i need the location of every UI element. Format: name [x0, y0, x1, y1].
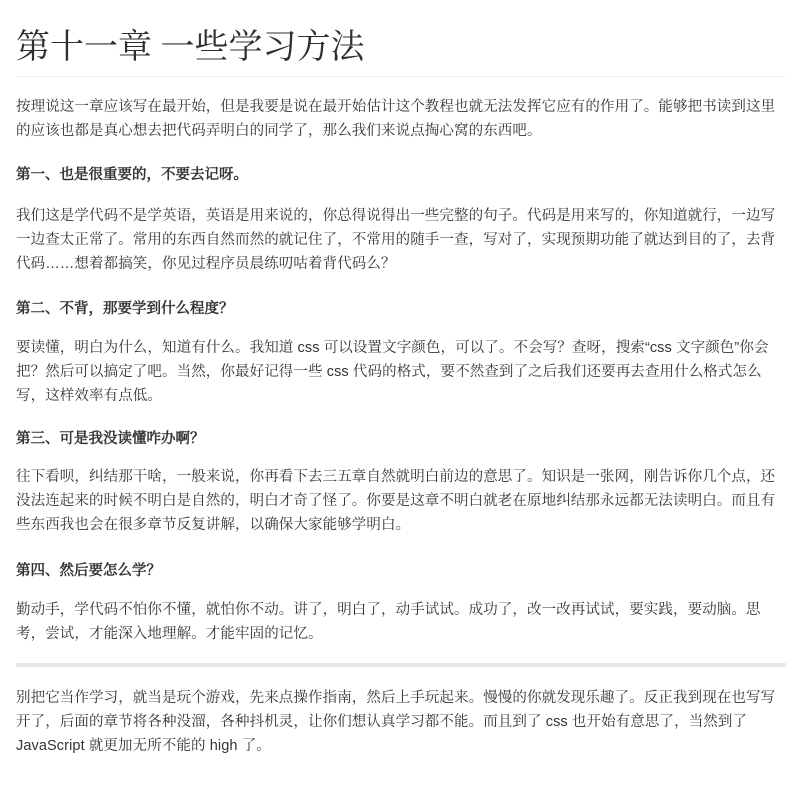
intro-paragraph: 按理说这一章应该写在最开始，但是我要是说在最开始估计这个教程也就无法发挥它应有的作用了。能够把书读到这里的应该也都是真心想去把代码弄明白的同学了，那么我们来说点掏心窝的东西吧。 [16, 99, 776, 139]
section-heading-2: 第二、不背，那要学到什么程度？ [16, 301, 234, 317]
page-title: 第十一章 一些学习方法 [16, 0, 786, 77]
section-body-4: 勤动手，学代码不怕你不懂，就怕你不动。讲了，明白了，动手试试。成功了，改一改再试试，要实践，要动脑。思考，尝试，才能深入地理解。才能牢固的记忆。 [16, 602, 761, 642]
section-body-2: 要读懂，明白为什么，知道有什么。我知道 css 可以设置文字颜色，可以了。不会写？查呀，搜索“css 文字颜色”你会把？然后可以搞定了吧。当然，你最好记得一些 css 代码的格式，要不然查到了之后我们还要再去查用什么格式怎么写，这样效率有点低。 [16, 340, 769, 404]
section-heading-1: 第一、也是很重要的，不要去记呀。 [16, 167, 248, 183]
section-body-1: 我们这是学代码不是学英语，英语是用来说的，你总得说得出一些完整的句子。代码是用来写的，你知道就行，一边写一边查太正常了。常用的东西自然而然的就记住了，不常用的随手一查，写对了，实现预期功能了就达到目的了，去背代码……想着都搞笑，你见过程序员晨练叨咕着背代码么？ [16, 208, 776, 272]
section-heading-4: 第四、然后要怎么学？ [16, 563, 161, 579]
section-divider [16, 663, 786, 667]
section-heading-3: 第三、可是我没读懂咋办啊？ [16, 431, 205, 447]
article [16, 0, 786, 754]
section-body-3: 往下看呗，纠结那干啥，一般来说，你再看下去三五章自然就明白前边的意思了。知识是一张网，刚告诉你几个点，还没法连起来的时候不明白是自然的，明白才奇了怪了。你要是这章不明白就老在原地纠结那永远都无法读明白。而且有些东西我也会在很多章节反复讲解，以确保大家能够学明白。 [16, 469, 776, 533]
outro-paragraph: 别把它当作学习，就当是玩个游戏，先来点操作指南，然后上手玩起来。慢慢的你就发现乐趣了。反正我到现在也写写开了，后面的章节将各种没溜，各种抖机灵，让你们想认真学习都不能。而且到了 css 也开始有意思了，当然到了 JavaScript 就更加无所不能的 high 了。 [16, 690, 776, 754]
